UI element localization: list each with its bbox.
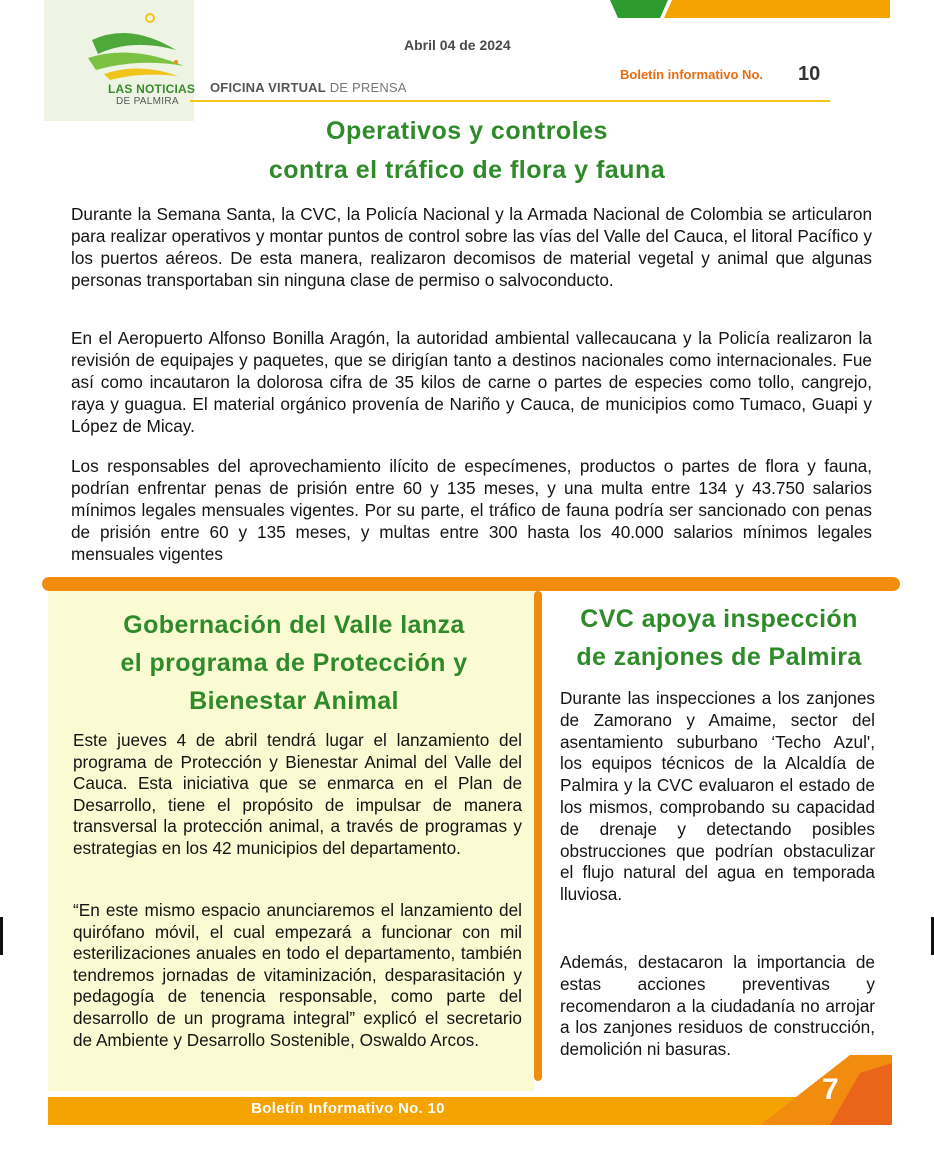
logo-title: LAS NOTICIAS bbox=[108, 82, 196, 96]
left-article-title-line2: el programa de Protección y bbox=[120, 649, 468, 677]
bulletin-number: 10 bbox=[798, 63, 821, 85]
left-edge-mark bbox=[0, 917, 3, 955]
page-number: 7 bbox=[822, 1073, 839, 1106]
left-article-paragraph: “En este mismo espacio anunciaremos el lanzamiento del quirófano móvil, el cual empezará a funcionar con mil esterilizaciones anuales en todo el departamento, también tendremos jornadas de vitaminización, desparasitación y pedagogía de tenencia responsable, como parte del desarrollo de un programa integral” explicó el secretario de Ambiente y Desarrollo Sostenible, Oswaldo Arcos. bbox=[73, 900, 522, 1050]
right-article-paragraph: Además, destacaron la importancia de estas acciones preventivas y recomendaron a la ciudadanía no arrojar a los zanjones residuos de construcción, demolición ni basuras. bbox=[560, 952, 875, 1060]
left-article-paragraph: Este jueves 4 de abril tendrá lugar el lanzamiento del programa de Protección y Bienestar Animal del Valle del Cauca. Esta iniciativa que se enmarca en el Plan de Desarrollo, tiene el propósito de impulsar de manera transversal la protección animal, a través de programas y estrategias en los 42 municipios del departamento. bbox=[73, 730, 522, 858]
main-article-paragraph: Durante la Semana Santa, la CVC, la Policía Nacional y la Armada Nacional de Colombia se articularon para realizar operativos y montar puntos de control sobre las vías del Valle del Cauca, el litoral Pacífico y los puertos aéreos. De esta manera, realizaron decomisos de material vegetal y animal que algunas personas transportaban sin ninguna clase de permiso o salvoconducto. bbox=[71, 204, 872, 290]
right-article-title bbox=[548, 600, 890, 676]
main-article-title-line1: Operativos y controles bbox=[326, 117, 608, 145]
right-article-paragraph: Durante las inspecciones a los zanjones de Zamorano y Amaime, sector del asentamiento suburbano ‘Techo Azul', los equipos técnicos de la Alcaldía de Palmira y la CVC evaluaron el estado de los mismos, comprobando su capacidad de drenaje y detectando posibles obstrucciones que podrían obstaculizar el flujo natural del agua en temporada lluviosa. bbox=[560, 688, 875, 905]
main-article-title-line2: contra el tráfico de flora y fauna bbox=[268, 156, 666, 184]
header-decoration bbox=[600, 0, 900, 20]
main-article-paragraph: Los responsables del aprovechamiento ilícito de especímenes, productos o partes de flora y fauna, podrían enfrentar penas de prisión entre 60 y 135 meses, y una multa entre 134 y 43.750 salarios mínimos legales mensuales vigentes. Por su parte, el tráfico de fauna podría ser sancionado con penas de prisión entre 60 y 135 meses, y multas entre 300 hasta los 40.000 salarios mínimos legales mensuales vigentes bbox=[71, 456, 872, 564]
office-name-bold: OFICINA VIRTUAL bbox=[210, 80, 326, 95]
left-article-title-line3: Bienestar Animal bbox=[189, 687, 399, 715]
left-article-title bbox=[60, 606, 528, 720]
office-name-light: DE PRENSA bbox=[325, 80, 407, 95]
section-divider bbox=[42, 577, 900, 591]
footer-label: Boletín Informativo No. 10 bbox=[251, 1100, 445, 1117]
left-article-title-line1: Gobernación del Valle lanza bbox=[123, 611, 465, 639]
right-article-title-line1: CVC apoya inspección bbox=[580, 605, 858, 633]
publication-date: Abril 04 de 2024 bbox=[404, 37, 511, 53]
office-name bbox=[210, 80, 407, 95]
logo-icon bbox=[0, 0, 200, 90]
bulletin-label: Boletín informativo No. bbox=[620, 67, 763, 82]
header-divider bbox=[190, 100, 830, 102]
column-divider bbox=[534, 591, 542, 1081]
main-article-paragraph: En el Aeropuerto Alfonso Bonilla Aragón, la autoridad ambiental vallecaucana y la Policía realizaron la revisión de equipajes y paquetes, que se dirigían tanto a destinos nacionales como internacionales. Fue así como incautaron la dolorosa cifra de 35 kilos de carne o partes de especies como tollo, cangrejo, raya y guagua. El material orgánico provenía de Nariño y Cauca, de municipios como Tumaco, Guapi y López de Micay. bbox=[71, 328, 872, 436]
logo-subtitle: DE PALMIRA bbox=[116, 96, 179, 107]
right-article-title-line2: de zanjones de Palmira bbox=[576, 643, 862, 671]
